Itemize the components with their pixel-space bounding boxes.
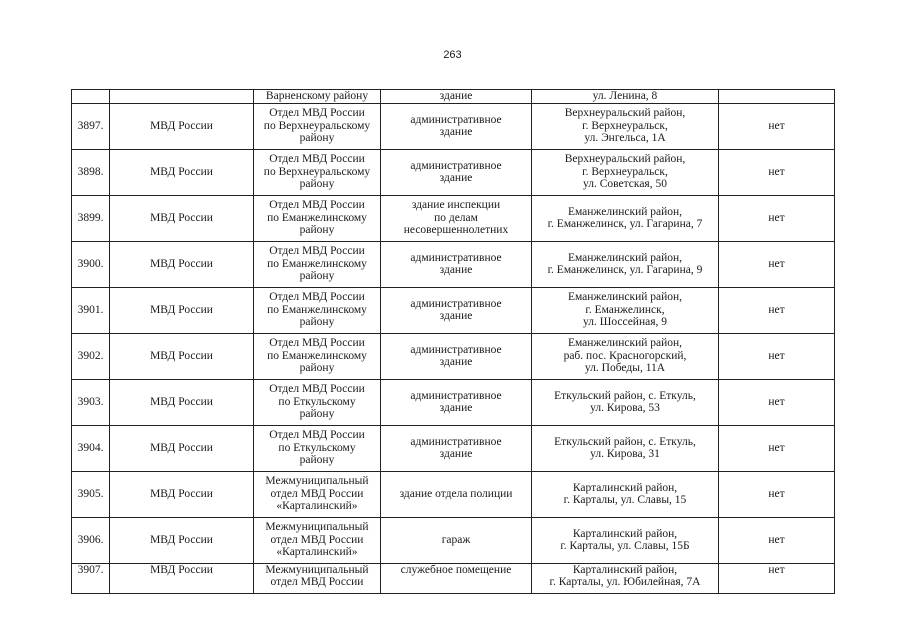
organization-cell: МВД России <box>110 333 254 379</box>
department-cell: Отдел МВД России по Еткульскому району <box>254 379 381 425</box>
note-cell: нет <box>719 103 835 149</box>
organization-cell: МВД России <box>110 287 254 333</box>
building-type-cell: административное здание <box>381 425 532 471</box>
organization-cell: МВД России <box>110 103 254 149</box>
row-number: 3901. <box>72 287 110 333</box>
address-cell: Карталинский район, г. Карталы, ул. Юбилейная, 7А <box>532 563 719 593</box>
department-cell: Отдел МВД России по Еманжелинскому району <box>254 195 381 241</box>
row-number: 3903. <box>72 379 110 425</box>
building-type-cell: здание инспекции по делам несовершеннолетних <box>381 195 532 241</box>
table-row <box>72 333 835 379</box>
address-cell: Карталинский район, г. Карталы, ул. Славы, 15 <box>532 471 719 517</box>
table-row <box>72 195 835 241</box>
note-cell: нет <box>719 563 835 593</box>
row-number: 3900. <box>72 241 110 287</box>
address-cell: Верхнеуральский район, г. Верхнеуральск, ул. Энгельса, 1А <box>532 103 719 149</box>
building-type-cell: административное здание <box>381 287 532 333</box>
note-cell: нет <box>719 149 835 195</box>
address-cell: Еманжелинский район, г. Еманжелинск, ул. Гагарина, 9 <box>532 241 719 287</box>
table-row <box>72 287 835 333</box>
organization-cell <box>110 90 254 104</box>
address-cell: ул. Ленина, 8 <box>532 90 719 104</box>
building-type-cell: гараж <box>381 517 532 563</box>
address-cell: Еманжелинский район, г. Еманжелинск, ул. Шоссейная, 9 <box>532 287 719 333</box>
note-cell: нет <box>719 195 835 241</box>
address-cell: Верхнеуральский район, г. Верхнеуральск, ул. Советская, 50 <box>532 149 719 195</box>
table-row <box>72 517 835 563</box>
building-type-cell: административное здание <box>381 379 532 425</box>
organization-cell: МВД России <box>110 195 254 241</box>
department-cell: Межмуниципальный отдел МВД России «Карталинский» <box>254 517 381 563</box>
note-cell: нет <box>719 241 835 287</box>
note-cell: нет <box>719 517 835 563</box>
table-row <box>72 241 835 287</box>
department-cell: Отдел МВД России по Еткульскому району <box>254 425 381 471</box>
row-number: 3899. <box>72 195 110 241</box>
note-cell: нет <box>719 425 835 471</box>
address-cell: Еманжелинский район, г. Еманжелинск, ул. Гагарина, 7 <box>532 195 719 241</box>
department-cell: Отдел МВД России по Еманжелинскому району <box>254 333 381 379</box>
building-type-cell: административное здание <box>381 241 532 287</box>
organization-cell: МВД России <box>110 471 254 517</box>
row-number: 3906. <box>72 517 110 563</box>
note-cell: нет <box>719 287 835 333</box>
note-cell <box>719 90 835 104</box>
building-type-cell: административное здание <box>381 149 532 195</box>
table-row <box>72 379 835 425</box>
note-cell: нет <box>719 471 835 517</box>
organization-cell: МВД России <box>110 563 254 593</box>
row-number: 3902. <box>72 333 110 379</box>
organization-cell: МВД России <box>110 517 254 563</box>
property-registry-table <box>71 89 835 594</box>
department-cell: Межмуниципальный отдел МВД России <box>254 563 381 593</box>
table-row <box>72 90 835 104</box>
row-number: 3897. <box>72 103 110 149</box>
note-cell: нет <box>719 333 835 379</box>
department-cell: Отдел МВД России по Верхнеуральскому району <box>254 149 381 195</box>
row-number <box>72 90 110 104</box>
table-row <box>72 425 835 471</box>
organization-cell: МВД России <box>110 241 254 287</box>
table-row <box>72 471 835 517</box>
building-type-cell: административное здание <box>381 333 532 379</box>
table-row <box>72 563 835 593</box>
department-cell: Межмуниципальный отдел МВД России «Карталинский» <box>254 471 381 517</box>
organization-cell: МВД России <box>110 149 254 195</box>
table-row <box>72 103 835 149</box>
table-row <box>72 149 835 195</box>
page-number: 263 <box>443 49 462 61</box>
building-type-cell: служебное помещение <box>381 563 532 593</box>
address-cell: Еманжелинский район, раб. пос. Красногорский, ул. Победы, 11А <box>532 333 719 379</box>
row-number: 3904. <box>72 425 110 471</box>
department-cell: Отдел МВД России по Еманжелинскому району <box>254 241 381 287</box>
address-cell: Карталинский район, г. Карталы, ул. Славы, 15Б <box>532 517 719 563</box>
department-cell: Отдел МВД России по Верхнеуральскому району <box>254 103 381 149</box>
note-cell: нет <box>719 379 835 425</box>
building-type-cell: здание отдела полиции <box>381 471 532 517</box>
department-cell: Варненскому району <box>254 90 381 104</box>
address-cell: Еткульский район, с. Еткуль, ул. Кирова, 53 <box>532 379 719 425</box>
row-number: 3905. <box>72 471 110 517</box>
department-cell: Отдел МВД России по Еманжелинскому району <box>254 287 381 333</box>
building-type-cell: административное здание <box>381 103 532 149</box>
organization-cell: МВД России <box>110 379 254 425</box>
row-number: 3907. <box>72 563 110 593</box>
row-number: 3898. <box>72 149 110 195</box>
building-type-cell: здание <box>381 90 532 104</box>
organization-cell: МВД России <box>110 425 254 471</box>
address-cell: Еткульский район, с. Еткуль, ул. Кирова, 31 <box>532 425 719 471</box>
